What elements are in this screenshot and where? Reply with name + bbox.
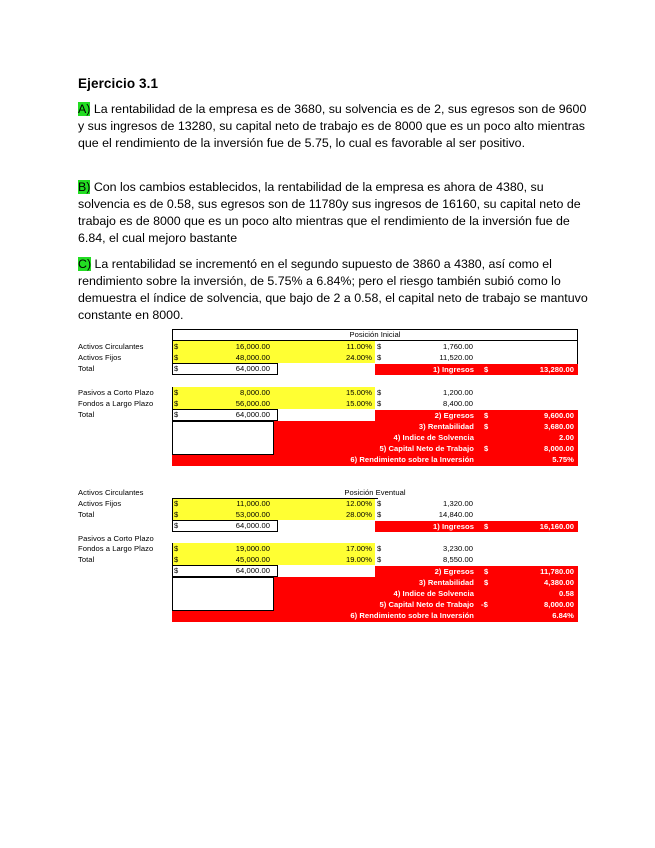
highlight-b: B) — [78, 180, 91, 194]
result-row-rendimiento: 6) Rendimiento sobre la Inversión 5.75% — [350, 455, 574, 464]
table-row: Activos Fijos $ 11,000.00 12.00% $ 1,320.00 — [78, 499, 473, 508]
table1-header: Posición Inicial — [349, 330, 401, 339]
result-row-ingresos: 1) Ingresos $ 13,280.00 — [432, 365, 574, 374]
table-row: Total $ 64,000.00 — [78, 364, 270, 373]
paragraph-b-text: Con los cambios establecidos, la rentabilidad de la empresa es ahora de 4380, su solvencia es de 0.58, sus egresos son de 11780y sus ingresos de 16160, su capital neto de trabajo es de 8000 que es un poco alto mientras que el rendimiento de la inversión fue de 6.84, el cual mejoro bastante — [78, 180, 581, 245]
result-row-ingresos: 1) Ingresos $ 16,160.00 — [432, 522, 574, 531]
result-row-rendimiento: 6) Rendimiento sobre la Inversión 6.84% — [350, 611, 574, 620]
table-row: Total $ 64,000.00 — [78, 410, 270, 419]
table-posicion-eventual — [78, 488, 578, 634]
table-row: $ 64,000.00 — [174, 521, 270, 530]
result-row-rentabilidad: 3) Rentabilidad $ 4,380.00 — [418, 578, 574, 587]
result-row-solvencia: 4) Indice de Solvencia 0.58 — [393, 589, 574, 598]
result-row-capital: 5) Capital Neto de Trabajo -$ 8,000.00 — [379, 600, 574, 609]
paragraph-c — [78, 256, 588, 324]
paragraph-c-text: La rentabilidad se incrementó en el segundo supuesto de 3860 a 4380, así como el rendimiento sobre la inversión, de 5.75% a 6.84%; pero el riesgo también subió como lo demuestra el índice de solvencia, que bajo de 2 a 0.58, el capital neto de trabajo se mantuvo constante en 8000. — [78, 257, 588, 322]
table-row: Fondos a Largo Plazo $ 56,000.00 15.00% $ 8,400.00 — [78, 399, 473, 408]
table-posicion-inicial — [78, 329, 578, 469]
result-row-solvencia: 4) Indice de Solvencia 2.00 — [393, 433, 574, 442]
paragraph-a — [78, 101, 588, 152]
result-row-rentabilidad: 3) Rentabilidad $ 3,680.00 — [418, 422, 574, 431]
table-row: Activos Fijos $ 48,000.00 24.00% $ 11,520.00 — [78, 353, 473, 362]
highlight-c: C) — [78, 257, 92, 271]
page-title: Ejercicio 3.1 — [78, 76, 159, 91]
table-row: Pasivos a Corto Plazo — [78, 534, 154, 543]
result-row-egresos: 2) Egresos $ 11,780.00 — [434, 567, 574, 576]
table-row: Total $ 53,000.00 28.00% $ 14,840.00 — [78, 510, 473, 519]
table-row: Pasivos a Corto Plazo $ 8,000.00 15.00% $ 1,200.00 — [78, 388, 473, 397]
result-row-egresos: 2) Egresos $ 9,600.00 — [434, 411, 574, 420]
table-row: Activos Circulantes $ 16,000.00 11.00% $ 1,760.00 — [78, 342, 473, 351]
paragraph-b — [78, 179, 588, 247]
table-row: Total $ 45,000.00 19.00% $ 8,550.00 — [78, 555, 473, 564]
table-row: $ 64,000.00 — [174, 566, 270, 575]
result-row-capital: 5) Capital Neto de Trabajo $ 8,000.00 — [379, 444, 574, 453]
table-row: Activos Circulantes — [78, 488, 144, 497]
highlight-a: A) — [78, 102, 91, 116]
paragraph-a-text: La rentabilidad de la empresa es de 3680, su solvencia es de 2, sus egresos son de 9600 y sus ingresos de 13280, su capital neto de trabajo es de 8000 que es un poco alto mientras que el rendimiento de la inversión fue de 5.75, lo cual es favorable al ser positivo. — [78, 102, 587, 150]
table2-header: Posición Eventual — [344, 488, 406, 497]
table-row: Fondos a Largo Plazo $ 19,000.00 17.00% $ 3,230.00 — [78, 544, 473, 553]
